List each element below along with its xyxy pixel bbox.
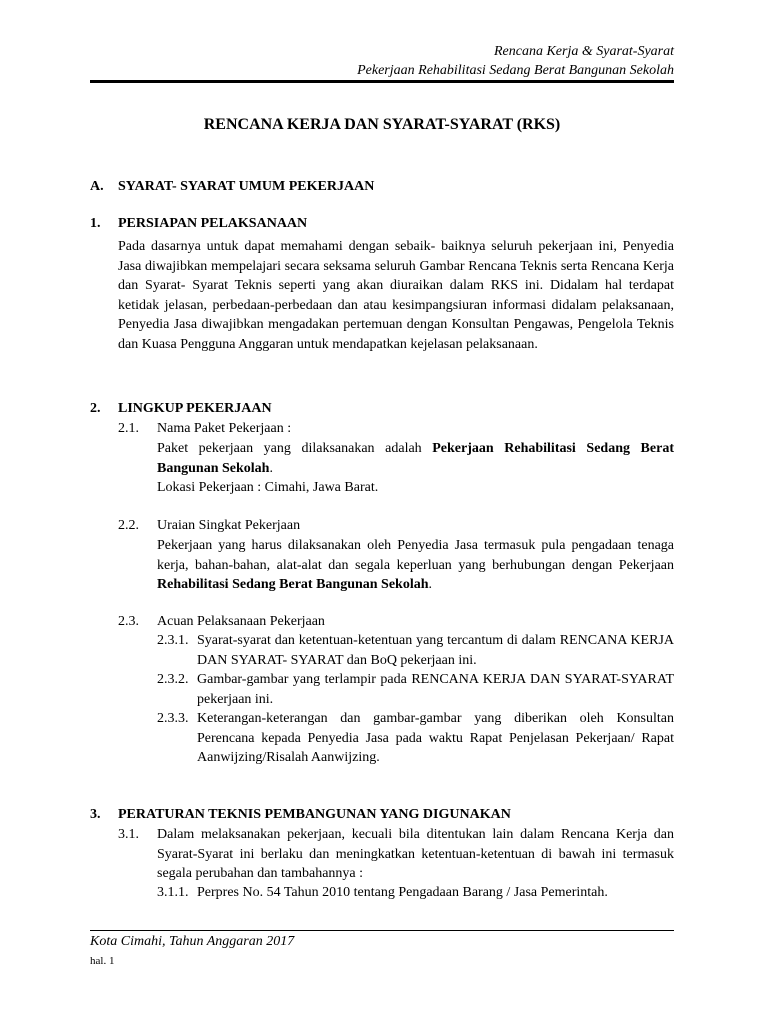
item-2-2-number: 2.2.: [118, 518, 139, 533]
item-2-1-number: 2.1.: [118, 421, 139, 436]
item-3-1-number: 3.1.: [118, 827, 139, 842]
item-2-3-3-number: 2.3.3.: [157, 711, 189, 726]
item-2-3-title: Acuan Pelaksanaan Pekerjaan: [157, 614, 325, 629]
item-2-3-1-text: Syarat-syarat dan ketentuan-ketentuan yang tercantum di dalam RENCANA KERJA DAN SYARAT- SYARAT dan BoQ pekerjaan ini.: [197, 633, 674, 668]
section-a-number: A.: [90, 179, 104, 194]
section-a-title: SYARAT- SYARAT UMUM PEKERJAAN: [118, 179, 375, 194]
header-rule: [90, 80, 674, 83]
item-2-1-title: Nama Paket Pekerjaan :: [157, 421, 292, 436]
page-header: [0, 42, 674, 80]
item-2-3-2-number: 2.3.2.: [157, 672, 189, 687]
document-title: RENCANA KERJA DAN SYARAT-SYARAT (RKS): [203, 116, 561, 133]
item-2-1-bold-text: Pekerjaan Rehabilitasi Sedang Berat Bangunan Sekolah: [157, 441, 674, 476]
section-2-title: LINGKUP PEKERJAAN: [118, 401, 272, 416]
footer-rule: [90, 930, 674, 931]
item-2-2-text: Pekerjaan yang harus dilaksanakan oleh Penyedia Jasa termasuk pula pengadaan tenaga kerja, bahan-bahan, alat-alat dan segala keperluan yang berhubungan dengan Pekerjaan: [157, 538, 674, 573]
section-3-number: 3.: [90, 807, 101, 822]
item-3-1-text: Dalam melaksanakan pekerjaan, kecuali bila ditentukan lain dalam Rencana Kerja dan Syarat-Syarat ini berlaku dan meningkatkan ketentuan-ketentuan di bawah ini termasuk segala perubahan dan tambahannya :: [157, 827, 674, 881]
item-2-3-1-number: 2.3.1.: [157, 633, 189, 648]
item-2-2-bold-text: Rehabilitasi Sedang Berat Bangunan Sekolah: [157, 577, 429, 592]
item-2-1-location: Lokasi Pekerjaan : Cimahi, Jawa Barat.: [157, 480, 379, 495]
item-2-1-text: Paket pekerjaan yang dilaksanakan adalah: [157, 441, 433, 456]
item-2-2-paragraph: [157, 536, 674, 595]
item-2-3-number: 2.3.: [118, 614, 139, 629]
footer-text: Kota Cimahi, Tahun Anggaran 2017: [90, 934, 295, 949]
item-3-1-1-number: 3.1.1.: [157, 885, 189, 900]
section-1-number: 1.: [90, 216, 101, 231]
header-line-2: Pekerjaan Rehabilitasi Sedang Berat Bangunan Sekolah: [357, 63, 674, 78]
item-2-2-text-end: .: [428, 577, 433, 592]
section-3-title: PERATURAN TEKNIS PEMBANGUNAN YANG DIGUNAKAN: [118, 807, 511, 822]
item-2-2-title: Uraian Singkat Pekerjaan: [157, 518, 301, 533]
section-2-number: 2.: [90, 401, 101, 416]
item-2-3-2-text: Gambar-gambar yang terlampir pada RENCANA KERJA DAN SYARAT-SYARAT pekerjaan ini.: [197, 672, 674, 707]
item-3-1-1-text: Perpres No. 54 Tahun 2010 tentang Pengadaan Barang / Jasa Pemerintah.: [197, 885, 608, 900]
section-1-paragraph: Pada dasarnya untuk dapat memahami dengan sebaik- baiknya seluruh pekerjaan ini, Penyedia Jasa diwajibkan mempelajari secara seksama seluruh Gambar Rencana Teknis serta Rencana Kerja dan Syarat- Syarat Teknis seperti yang akan diuraikan dalam RKS ini. Didalam hal terdapat ketidak jelasan, perbedaan-perbedaan dan atau kesimpangsiuran informasi didalam pelaksanaan, Penyedia Jasa diwajibkan mengadakan pertemuan dengan Konsultan Pengawas, Pengelola Teknis dan Kuasa Pengguna Anggaran untuk mendapatkan kejelasan pelaksanaan.: [118, 239, 674, 352]
page-number: hal. 1: [90, 955, 115, 967]
item-2-1-paragraph: [157, 439, 674, 478]
item-2-1-text-end: .: [269, 460, 273, 476]
item-2-3-3-text: Keterangan-keterangan dan gambar-gambar yang diberikan oleh Konsultan Perencana kepada Penyedia Jasa pada waktu Rapat Penjelasan Pekerjaan/ Rapat Aanwijzing/Risalah Aanwijzing.: [197, 711, 674, 765]
header-line-1: Rencana Kerja & Syarat-Syarat: [493, 44, 674, 59]
section-1-title: PERSIAPAN PELAKSANAAN: [118, 216, 308, 231]
